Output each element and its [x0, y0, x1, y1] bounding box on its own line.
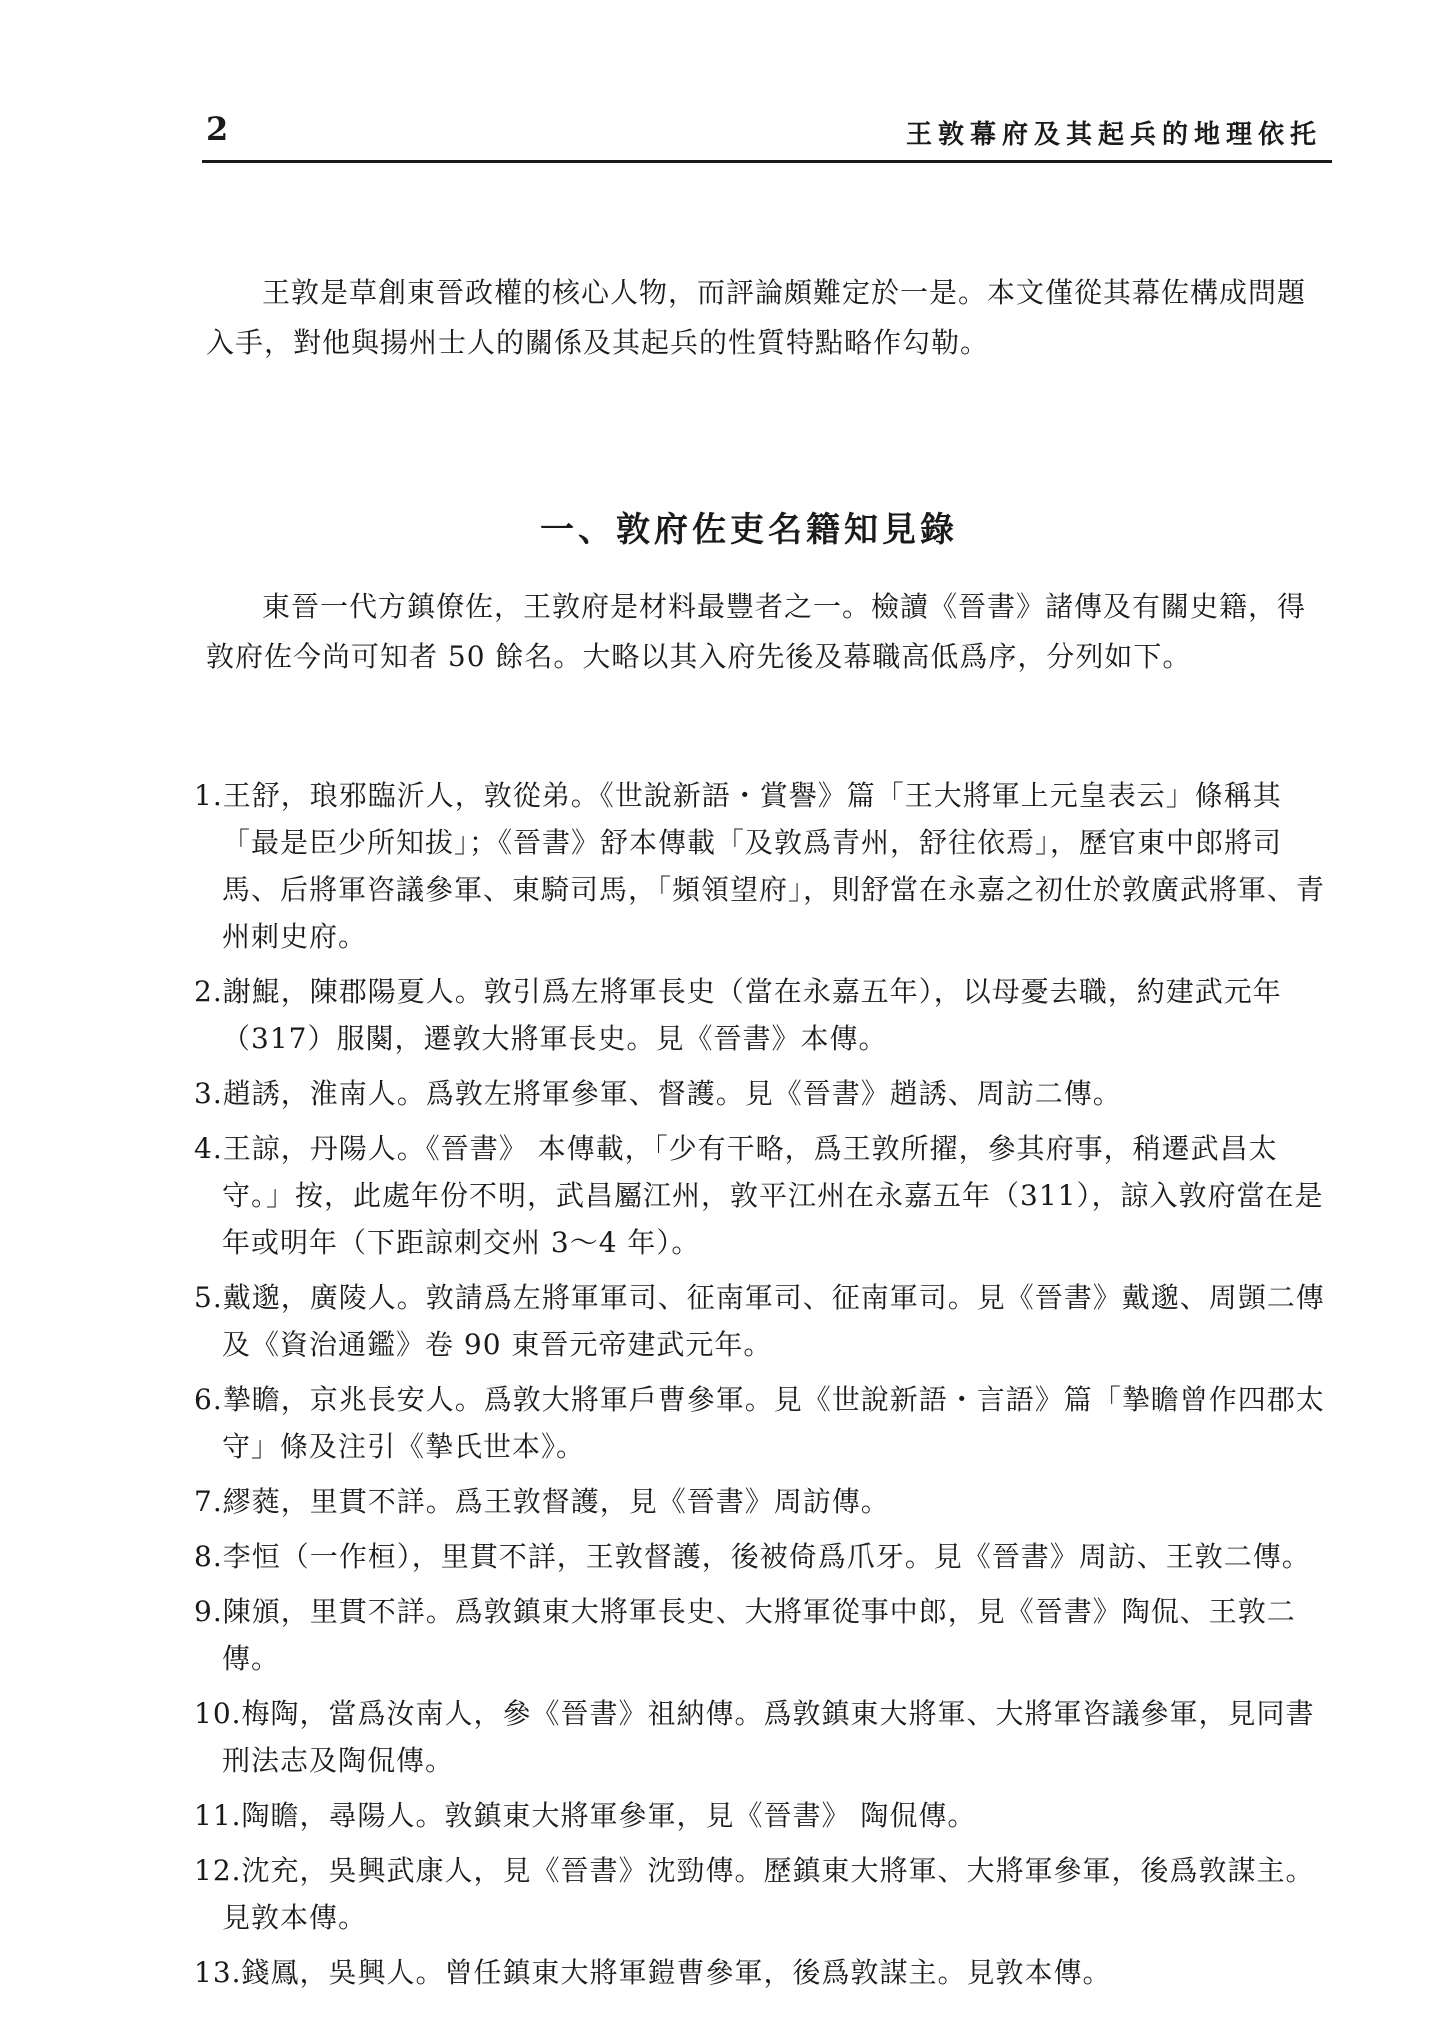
list-item: 6.摯瞻，京兆長安人。爲敦大將軍戶曹參軍。見《世說新語・言語》篇「摯瞻曾作四郡太守」條及注引《摯氏世本》。: [194, 1383, 1325, 1463]
entry-list: [194, 772, 1329, 2004]
intro-paragraph: [206, 268, 1331, 368]
section-heading: 一、敦府佐吏名籍知見錄: [540, 510, 958, 550]
intro-text: 王敦是草創東晉政權的核心人物，而評論頗難定於一是。本文僅從其幕佐構成問題入手，對他與揚州士人的關係及其起兵的性質特點略作勾勒。: [206, 276, 1307, 359]
list-item: 11.陶瞻，尋陽人。敦鎮東大將軍參軍，見《晉書》 陶侃傳。: [194, 1799, 977, 1832]
list-item: 3.趙誘，淮南人。爲敦左將軍參軍、督護。見《晉書》趙誘、周訪二傳。: [194, 1077, 1122, 1110]
list-item: 13.錢鳳，吳興人。曾任鎮東大將軍鎧曹參軍，後爲敦謀主。見敦本傳。: [194, 1956, 1112, 1989]
section-paragraph: [206, 582, 1331, 682]
list-item: 2.謝鯤，陳郡陽夏人。敦引爲左將軍長史（當在永嘉五年），以母憂去職，約建武元年（317）服闋，遷敦大將軍長史。見《晉書》本傳。: [194, 975, 1282, 1055]
list-item: 5.戴邈，廣陵人。敦請爲左將軍軍司、征南軍司、征南軍司。見《晉書》戴邈、周顗二傳及《資治通鑑》卷 90 東晉元帝建武元年。: [194, 1281, 1325, 1361]
list-item: 7.繆蕤，里貫不詳。爲王敦督護，見《晉書》周訪傳。: [194, 1485, 890, 1518]
list-item: 9.陳頒，里貫不詳。爲敦鎮東大將軍長史、大將軍從事中郎，見《晉書》陶侃、王敦二傳。: [194, 1595, 1296, 1675]
running-title: 王敦幕府及其起兵的地理依托: [905, 120, 1322, 150]
list-item: 10.梅陶，當爲汝南人，參《晉書》祖納傳。爲敦鎮東大將軍、大將軍咨議參軍，見同書刑法志及陶侃傳。: [194, 1697, 1315, 1777]
section-paragraph-text: 東晉一代方鎮僚佐，王敦府是材料最豐者之一。檢讀《晉書》諸傳及有關史籍，得敦府佐今尚可知者 50 餘名。大略以其入府先後及幕職高低爲序，分列如下。: [206, 590, 1307, 673]
list-item: 8.李恒（一作桓），里貫不詳，王敦督護，後被倚爲爪牙。見《晉書》周訪、王敦二傳。: [194, 1540, 1311, 1573]
page-number: 2: [206, 110, 230, 148]
list-item: 12.沈充，吳興武康人，見《晉書》沈勁傳。歷鎮東大將軍、大將軍參軍，後爲敦謀主。見敦本傳。: [194, 1854, 1315, 1934]
header-rule: [202, 160, 1332, 163]
list-item: 1.王舒，琅邪臨沂人，敦從弟。《世說新語・賞譽》篇「王大將軍上元皇表云」條稱其「最是臣少所知拔」；《晉書》舒本傳載「及敦爲青州，舒往依焉」，歷官東中郎將司馬、后將軍咨議參軍、東騎司馬，「頻領望府」，則舒當在永嘉之初仕於敦廣武將軍、青州刺史府。: [194, 779, 1326, 953]
list-item: 4.王諒，丹陽人。《晉書》 本傳載，「少有干略，爲王敦所擢，參其府事，稍遷武昌太守。」按，此處年份不明，武昌屬江州，敦平江州在永嘉五年（311），諒入敦府當在是年或明年（下距諒刺交州 3～4 年）。: [194, 1132, 1324, 1259]
